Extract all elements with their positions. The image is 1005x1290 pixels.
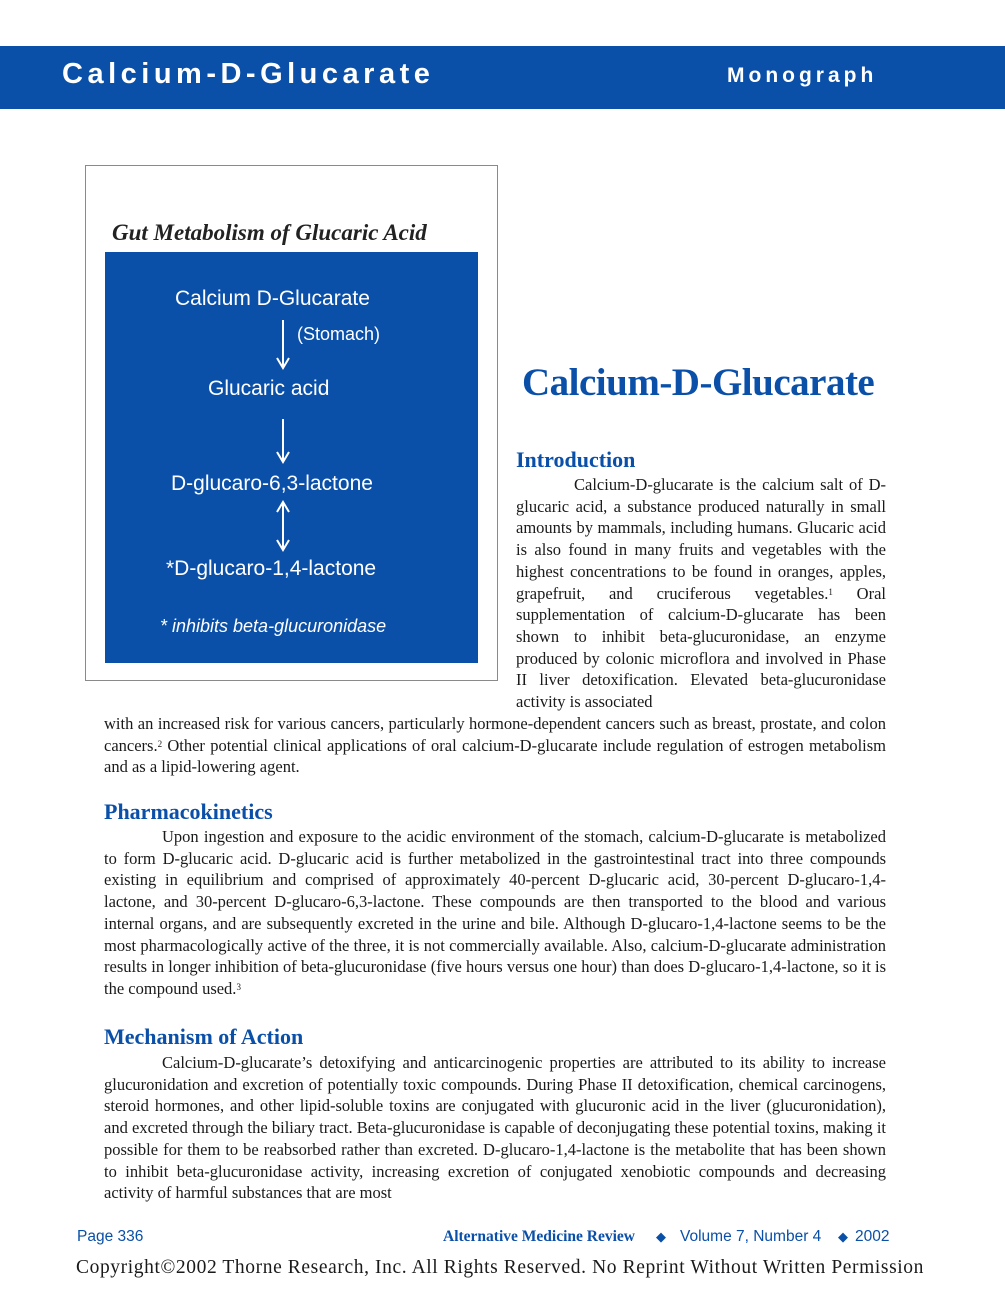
pharmacokinetics-text: Upon ingestion and exposure to the acidic environment of the stomach, calcium-D-glucarate is metabolized to form D-glucaric acid. D-glucaric acid is further metabolized in the gastrointestinal tract into three compounds existing in equilibrium and comprised of approximately 40-percent D-glucaric acid, 30-percent D-glucaro-1,4-lactone, and 30-percent D-glucaro-6,3-lactone. These compounds are then transported to the blood and various internal organs, and are subsequently excreted in the urine and bile. Although D-glucaro-1,4-lactone seems to be the most pharmacologically active of the three, it is not commercially available. Also, calcium-D-glucarate administration results in longer inhibition of beta-glucuronidase (five hours versus one hour) than does D-glucaro-1,4-lactone, so it is the compound used.	[104, 827, 886, 998]
intro-text-part1: Calcium-D-glucarate is the calcium salt of D-glucaric acid, a substance produced naturally in small amounts by mammals, including humans. Glucaric acid is also found in many fruits and vegetables with the highest concentrations to be found in oranges, apples, grapefruit, and cruciferous vegetables.	[516, 475, 886, 603]
stomach-label: (Stomach)	[297, 324, 381, 344]
diagram-step-d-glucaro-6-3-lactone: D-glucaro-6,3-lactone	[171, 472, 373, 495]
header-banner	[0, 46, 1005, 109]
intro-text-part4: Other potential clinical applications of oral calcium-D-glucarate include regulation of estrogen metabolism and as a lipid-lowering agent.	[104, 735, 886, 777]
figure-caption: Gut Metabolism of Glucaric Acid	[112, 220, 427, 245]
volume-issue: Volume 7, Number 4	[680, 1228, 822, 1245]
article-title: Calcium-D-Glucarate	[522, 361, 875, 404]
diamond-separator-icon: ◆	[656, 1230, 666, 1245]
diagram-step-d-glucaro-1-4-lactone: *D-glucaro-1,4-lactone	[166, 557, 377, 580]
down-arrow-icon	[276, 320, 290, 370]
down-arrow-icon	[276, 419, 290, 464]
mechanism-paragraph	[104, 1052, 886, 1204]
intro-text-part3: with an increased risk for various cancers, particularly hormone-dependent cancers such as breast, prostate, and colon cancers.	[104, 714, 886, 755]
introduction-paragraph	[516, 474, 886, 713]
header-section-label: Monograph	[727, 64, 878, 87]
journal-name: Alternative Medicine Review	[443, 1228, 635, 1245]
intro-text-part2: Oral supplementation of calcium-D-glucarate has been shown to inhibit beta-glucuronidase, an enzyme produced by colonic microflora and involved in Phase II liver detoxification. Elevated beta-glucuronidase activity is associated	[516, 583, 886, 712]
metabolism-diagram	[105, 252, 478, 663]
reference-2: 2	[157, 738, 163, 749]
diamond-separator-icon: ◆	[838, 1230, 848, 1245]
double-arrow-icon	[276, 500, 290, 552]
diagram-step-glucaric-acid: Glucaric acid	[208, 377, 330, 400]
copyright-notice: Copyright©2002 Thorne Research, Inc. All Rights Reserved. No Reprint Without Written Permission	[76, 1257, 924, 1278]
page-footer	[0, 1228, 1005, 1250]
publication-year: 2002	[855, 1228, 890, 1245]
mechanism-text: Calcium-D-glucarate’s detoxifying and anticarcinogenic properties are attributed to its ability to increase glucuronidation and excretion of potentially toxic compounds. During Phase II detoxification, chemical carcinogens, steroid hormones, and other lipid-soluble toxins are conjugated with glucuronic acid in the liver (glucuronidation), and excreted through the biliary tract. Beta-glucuronidase is capable of deconjugating these potential toxins, making it possible for them to be reabsorbed rather than excreted. D-glucaro-1,4-lactone is the metabolite that has been shown to inhibit beta-glucuronidase activity, increasing excretion of conjugated xenobiotic compounds and decreasing activity of harmful substances that are most	[104, 1053, 886, 1203]
diagram-footnote: * inhibits beta-glucuronidase	[160, 616, 387, 636]
pharmacokinetics-heading: Pharmacokinetics	[104, 799, 273, 824]
reference-1: 1	[828, 586, 833, 597]
pharmacokinetics-paragraph	[104, 826, 886, 1000]
header-title: Calcium-D-Glucarate	[62, 58, 435, 90]
reference-3: 3	[236, 981, 241, 992]
introduction-paragraph-continued	[104, 713, 886, 778]
diagram-step-calcium-d-glucarate: Calcium D-Glucarate	[175, 287, 370, 310]
introduction-heading: Introduction	[516, 447, 636, 472]
mechanism-heading: Mechanism of Action	[104, 1024, 304, 1049]
page-number: Page 336	[77, 1228, 144, 1245]
figure-box	[85, 165, 498, 681]
